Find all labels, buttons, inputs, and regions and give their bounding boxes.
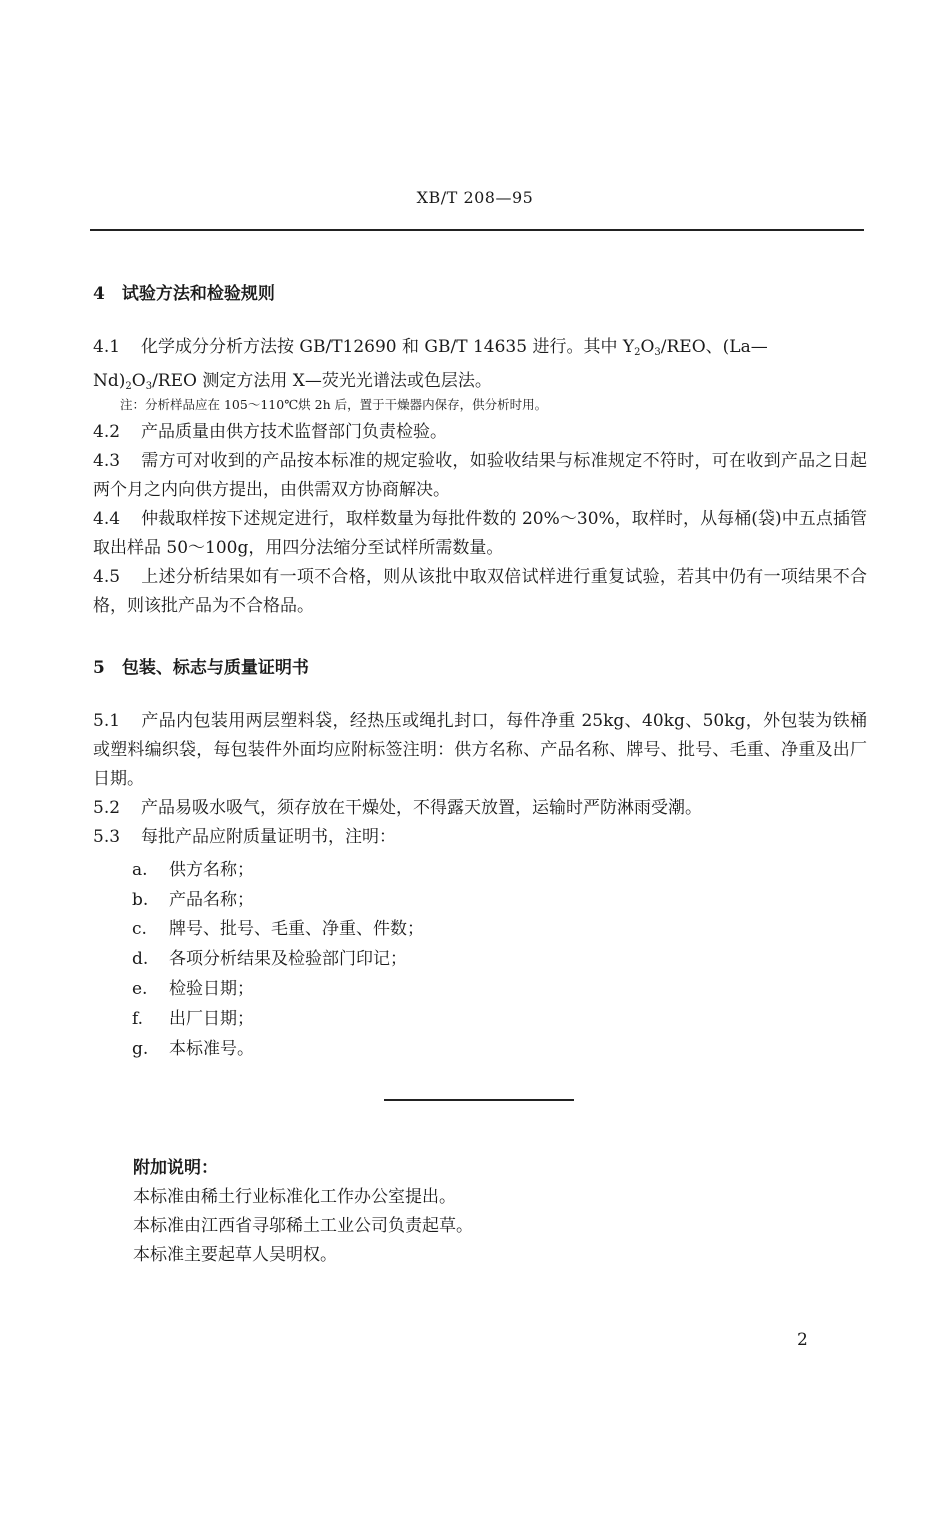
paragraph-4-1: 4.1 化学成分分析方法按 GB/T12690 和 GB/T 14635 进行。其中 $Y_2O_3$/REO、(La— $Nd)_2O_3$/REO 测定方法用 X—荧光光谱法或色层法。 [93, 333, 867, 401]
additional-note-line: 本标准由江西省寻邬稀土工业公司负责起草。 [133, 1216, 473, 1236]
list-item: g. 本标准号。 [132, 1039, 254, 1059]
list-item: d. 各项分析结果及检验部门印记； [132, 949, 407, 969]
paragraph-5-3: 5.3 每批产品应附质量证明书，注明： [93, 827, 396, 847]
additional-notes-title: 附加说明： [133, 1158, 218, 1178]
page-number: 2 [797, 1330, 808, 1350]
section-4-title: 4 试验方法和检验规则 [93, 284, 275, 304]
header-rule [90, 229, 864, 231]
paragraph-4-3: 4.3 需方可对收到的产品按本标准的规定验收，如验收结果与标准规定不符时，可在收到产品之日起两个月之内向供方提出，由供需双方协商解决。 [93, 451, 867, 500]
list-item: e. 检验日期； [132, 979, 254, 999]
end-rule [384, 1099, 574, 1101]
paragraph-4-2: 4.2 产品质量由供方技术监督部门负责检验。 [93, 422, 447, 442]
list-item: a. 供方名称； [132, 860, 254, 880]
paragraph-5-1: 5.1 产品内包装用两层塑料袋，经热压或绳扎封口，每件净重 25kg、40kg、50kg，外包装为铁桶或塑料编织袋，每包装件外面均应附标签注明：供方名称、产品名称、牌号、批号、毛重、净重及出厂日期。 [93, 711, 867, 789]
additional-note-line: 本标准由稀土行业标准化工作办公室提出。 [133, 1187, 456, 1207]
paragraph-5-2: 5.2 产品易吸水吸气，须存放在干燥处，不得露天放置，运输时严防淋雨受潮。 [93, 798, 702, 818]
additional-note-line: 本标准主要起草人吴明权。 [133, 1245, 337, 1265]
section-5-title: 5 包装、标志与质量证明书 [93, 658, 309, 678]
list-item: c. 牌号、批号、毛重、净重、件数； [132, 919, 424, 939]
list-item: f. 出厂日期； [132, 1009, 254, 1029]
document-header-code: XB/T 208—95 [416, 188, 534, 207]
list-item: b. 产品名称； [132, 890, 254, 910]
paragraph-4-1-number: 4.1 [93, 337, 121, 357]
analysis-note: 注：分析样品应在 105～110℃烘 2h 后，置于干燥器内保存，供分析时用。 [120, 397, 548, 412]
paragraph-4-5: 4.5 上述分析结果如有一项不合格，则从该批中取双倍试样进行重复试验，若其中仍有一项结果不合格，则该批产品为不合格品。 [93, 567, 867, 616]
paragraph-4-4: 4.4 仲裁取样按下述规定进行，取样数量为每批件数的 20%～30%，取样时，从每桶(袋)中五点插管取出样品 50～100g，用四分法缩分至试样所需数量。 [93, 509, 867, 558]
